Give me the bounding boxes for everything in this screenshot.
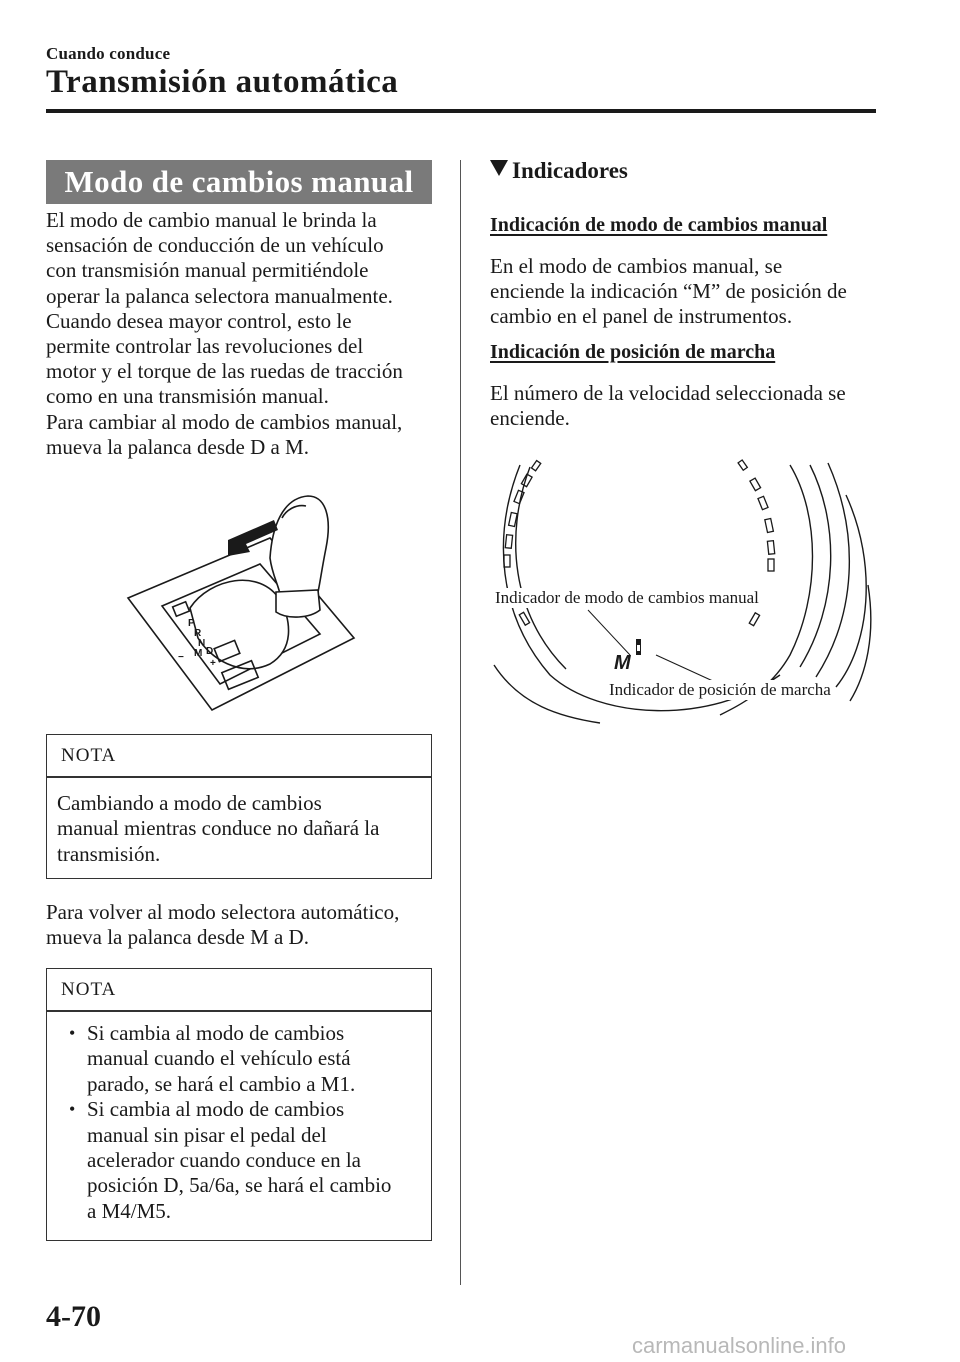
note-body: Cambiando a modo de cambios manual mientras conduce no dañará la transmisión. xyxy=(57,791,380,866)
gauge-m-indicator: M xyxy=(614,652,631,674)
note-rule xyxy=(47,776,431,778)
indicators-heading: Indicadores xyxy=(490,158,628,184)
note-list xyxy=(57,1021,427,1224)
section-title: Modo de cambios manual xyxy=(46,160,432,204)
note-title: NOTA xyxy=(61,745,117,766)
gate-letter-m: M xyxy=(194,648,203,659)
return-paragraph: Para volver al modo selectora automático, mueva la palanca desde M a D. xyxy=(46,900,400,950)
chapter-label: Cuando conduce xyxy=(46,44,171,63)
shift-lever-illustration xyxy=(120,488,360,718)
triangle-icon xyxy=(490,160,508,176)
intro-paragraph: El modo de cambio manual le brinda la sensación de conducción de un vehículo con transmisión manual permitiéndole operar la palanca selectora manualmente. Cuando desea mayor control, esto le permite controlar las revoluciones del motor y el torque de las ruedas de tracción como en una transmisión manual. Para cambiar al modo de cambios manual, mueva la palanca desde D a M. xyxy=(46,208,403,459)
note-box-2 xyxy=(46,968,432,1241)
column-divider xyxy=(460,160,461,1285)
manual-mode-heading: Indicación de modo de cambios manual xyxy=(490,214,828,236)
gate-letter-n: N xyxy=(198,638,206,649)
gear-position-paragraph: El número de la velocidad seleccionada se enciende. xyxy=(490,381,846,431)
gear-position-indicator-label: Indicador de posición de marcha xyxy=(609,680,831,699)
gear-position-heading: Indicación de posición de marcha xyxy=(490,341,776,363)
manual-mode-indicator-label: Indicador de modo de cambios manual xyxy=(495,588,759,607)
page-title: Transmisión automática xyxy=(46,64,399,100)
gate-plus: + xyxy=(210,658,216,669)
gate-letter-r: R xyxy=(194,628,202,639)
note-title: NOTA xyxy=(61,979,117,1000)
list-item: • Si cambia al modo de cambios manual sin pisar el pedal del acelerador cuando conduce en la posición D, 5a/6a, se hará el cambio a M4/M5. xyxy=(69,1097,392,1223)
gate-minus: − xyxy=(178,652,184,663)
gate-letter-d: D xyxy=(206,646,214,657)
note-box-1 xyxy=(46,734,432,879)
list-item: • Si cambia al modo de cambios manual cuando el vehículo está parado, se hará el cambio a M1. xyxy=(69,1021,356,1096)
note-rule xyxy=(47,1010,431,1012)
page-number: 4-70 xyxy=(46,1300,101,1333)
watermark: carmanualsonline.info xyxy=(632,1333,847,1358)
manual-mode-paragraph: En el modo de cambios manual, se enciende la indicación “M” de posición de cambio en el panel de instrumentos. xyxy=(490,254,847,329)
gate-letter-p: P xyxy=(188,618,195,629)
header-rule xyxy=(46,109,876,113)
